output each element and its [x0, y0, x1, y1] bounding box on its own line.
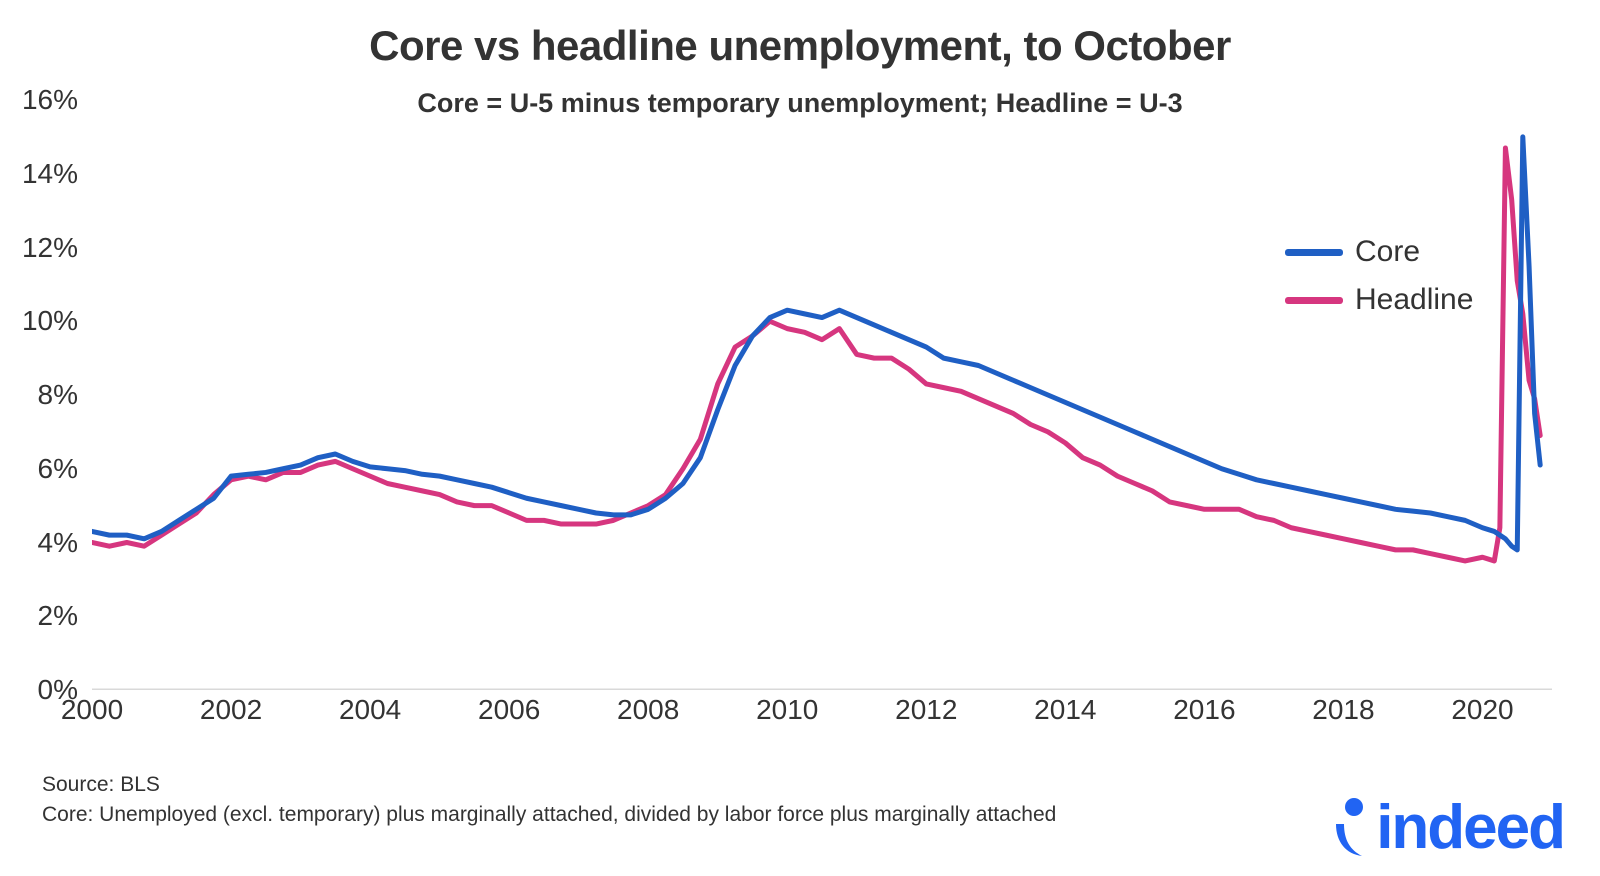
x-tick-label: 2012	[895, 694, 958, 725]
x-axis-labels	[60, 694, 1552, 744]
x-tick-label: 2000	[60, 694, 124, 725]
legend-item-core	[1285, 228, 1525, 276]
indeed-logo-text: indeed	[1376, 793, 1564, 862]
chart-canvas	[92, 100, 1552, 690]
legend-label-core: Core	[1355, 235, 1421, 268]
indeed-logo	[1332, 792, 1564, 862]
y-tick-label: 8%	[37, 379, 78, 410]
plot-area	[92, 100, 1552, 690]
x-tick-label: 2016	[1173, 694, 1236, 725]
y-tick-label: 0%	[37, 674, 78, 705]
indeed-logo-mark-icon	[1332, 794, 1376, 858]
y-tick-label: 4%	[37, 526, 78, 558]
methodology-note: Core: Unemployed (excl. temporary) plus marginally attached, divided by labor force plus marginally attached	[42, 803, 1057, 826]
series-line-headline	[92, 148, 1540, 561]
legend-swatch-headline-icon	[1285, 297, 1343, 304]
y-tick-label: 12%	[21, 231, 78, 263]
y-tick-label: 2%	[37, 600, 78, 632]
x-tick-label: 2014	[1034, 694, 1097, 725]
series-line-core	[92, 137, 1540, 550]
y-axis-labels	[0, 84, 88, 705]
y-tick-label: 6%	[37, 452, 78, 484]
chart-title: Core vs headline unemployment, to October	[369, 22, 1231, 69]
x-tick-label: 2008	[617, 694, 680, 725]
legend-swatch-core-icon	[1285, 249, 1343, 256]
y-tick-label: 16%	[21, 84, 78, 115]
y-tick-label: 14%	[21, 157, 78, 189]
chart-footer	[42, 770, 1342, 830]
x-tick-label: 2004	[338, 694, 402, 725]
legend-item-headline	[1285, 276, 1525, 324]
legend-label-headline: Headline	[1355, 283, 1474, 316]
chart-subtitle: Core = U-5 minus temporary unemployment; Headline = U-3	[417, 88, 1183, 118]
x-tick-label: 2002	[199, 694, 263, 725]
y-tick-label: 10%	[21, 305, 78, 337]
x-tick-label: 2010	[756, 694, 819, 725]
source-text: Source: BLS	[42, 773, 160, 796]
x-tick-label: 2006	[477, 694, 541, 725]
x-tick-label: 2020	[1451, 694, 1514, 725]
chart-legend	[1285, 228, 1525, 324]
x-tick-label: 2018	[1312, 694, 1375, 725]
